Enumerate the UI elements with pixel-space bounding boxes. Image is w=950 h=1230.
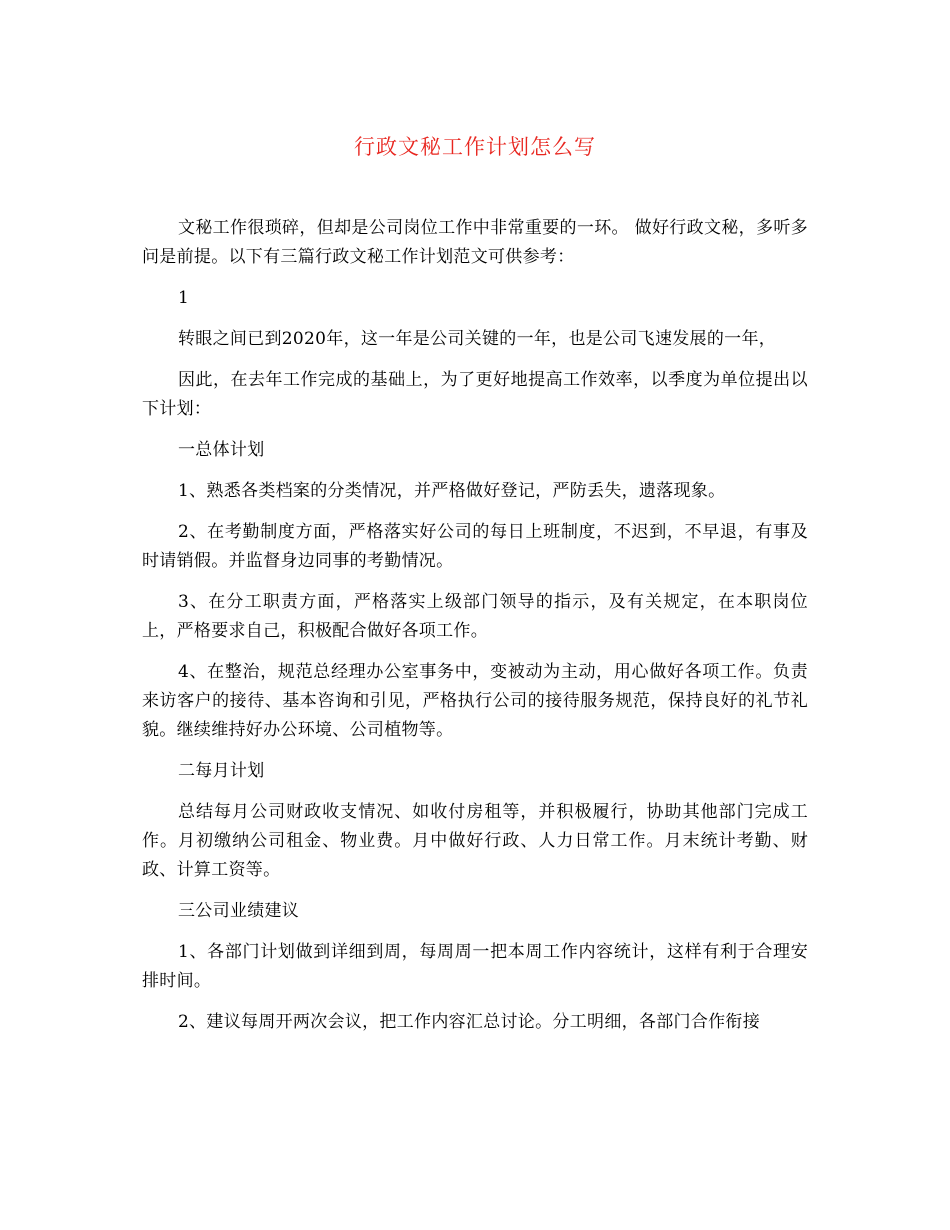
document-body bbox=[142, 214, 808, 1049]
paragraph-monthly-summary: 总结每月公司财政收支情况、如收付房租等，并积极履行，协助其他部门完成工作。月初缴纳公司租金、物业费。月中做好行政、人力日常工作。月末统计考勤、财政、计算工资等。 bbox=[142, 802, 808, 880]
paragraph-suggestion-weekly-plan: 1、各部门计划做到详细到周，每周周一把本周工作内容统计，这样有利于合理安排时间。 bbox=[142, 942, 808, 991]
paragraph-item-duties: 3、在分工职责方面，严格落实上级部门领导的指示，及有关规定，在本职岗位上，严格要求自己，积极配合做好各项工作。 bbox=[142, 592, 808, 641]
paragraph-suggestion-meetings: 2、建议每周开两次会议，把工作内容汇总讨论。分工明细，各部门合作衔接 bbox=[178, 1012, 761, 1032]
paragraph-item-attendance: 2、在考勤制度方面，严格落实好公司的每日上班制度，不迟到，不早退，有事及时请销假。并监督身边同事的考勤情况。 bbox=[142, 522, 808, 571]
paragraph-section-number: 1 bbox=[178, 288, 190, 308]
document-title: 行政文秘工作计划怎么写 bbox=[354, 135, 596, 159]
heading-overall-plan: 一总体计划 bbox=[178, 440, 265, 460]
heading-performance-suggestions: 三公司业绩建议 bbox=[178, 901, 300, 921]
paragraph-item-office-affairs: 4、在整治，规范总经理办公室事务中，变被动为主动，用心做好各项工作。负责来访客户的接待、基本咨询和引见，严格执行公司的接待服务规范，保持良好的礼节礼貌。继续维持好办公环境、公司植物等。 bbox=[142, 662, 808, 740]
heading-monthly-plan: 二每月计划 bbox=[178, 761, 265, 781]
paragraph-intro: 文秘工作很琐碎，但却是公司岗位工作中非常重要的一环。 做好行政文秘，多听多问是前提。以下有三篇行政文秘工作计划范文可供参考： bbox=[142, 218, 808, 267]
paragraph-plan-intro: 因此，在去年工作完成的基础上，为了更好地提高工作效率，以季度为单位提出以下计划： bbox=[142, 370, 808, 419]
paragraph-item-archives: 1、熟悉各类档案的分类情况，并严格做好登记，严防丢失，遗落现象。 bbox=[178, 481, 726, 501]
paragraph-year-intro: 转眼之间已到2020年，这一年是公司关键的一年，也是公司飞速发展的一年， bbox=[178, 329, 777, 349]
